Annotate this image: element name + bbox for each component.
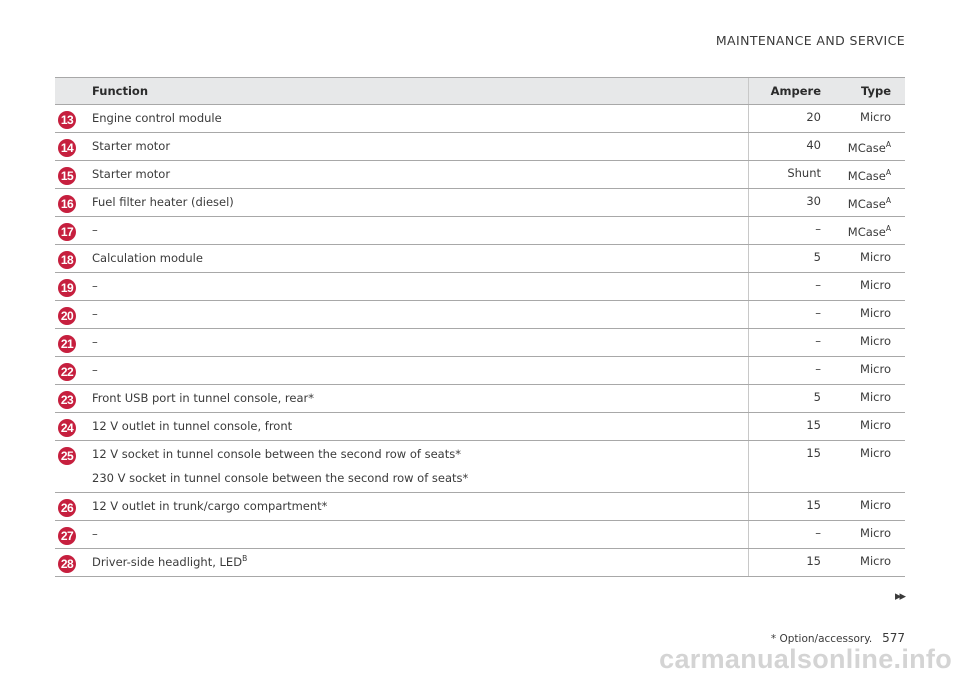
numbered-circle-icon: 14 (58, 139, 76, 157)
function-label: 12 V outlet in trunk/cargo compartment* (92, 499, 328, 513)
ampere-cell: 15 (749, 413, 830, 441)
function-label: Calculation module (92, 251, 203, 265)
ampere-cell: – (749, 273, 830, 301)
numbered-circle-icon: 16 (58, 195, 76, 213)
function-text (92, 194, 748, 210)
row-number-cell (55, 493, 89, 521)
header-number-cell (55, 78, 89, 105)
numbered-circle-icon: 28 (58, 555, 76, 573)
table-row (55, 413, 905, 441)
ampere-cell: – (749, 357, 830, 385)
function-label: – (92, 335, 98, 349)
numbered-circle-icon: 27 (58, 527, 76, 545)
function-label: 12 V socket in tunnel console between the second row of seats* (92, 447, 461, 461)
function-label: Starter motor (92, 139, 171, 153)
function-text (92, 250, 748, 266)
type-label: Micro (860, 362, 891, 376)
row-number-cell (55, 413, 89, 441)
function-cell (89, 133, 749, 161)
function-text (92, 526, 748, 542)
type-label: MCase (847, 225, 886, 239)
ampere-cell: 5 (749, 385, 830, 413)
ampere-cell: 30 (749, 189, 830, 217)
header-row (55, 78, 905, 105)
type-label: Micro (860, 110, 891, 124)
type-label: Micro (860, 250, 891, 264)
function-label: Front USB port in tunnel console, rear* (92, 391, 315, 405)
type-cell (829, 441, 905, 493)
table-row (55, 493, 905, 521)
type-cell (829, 189, 905, 217)
header-ampere: Ampere (749, 78, 830, 105)
numbered-circle-icon: 19 (58, 279, 76, 297)
type-cell (829, 245, 905, 273)
type-label: Micro (860, 526, 891, 540)
function-cell (89, 413, 749, 441)
type-label: Micro (860, 390, 891, 404)
function-label: – (92, 307, 98, 321)
type-cell (829, 385, 905, 413)
function-cell (89, 357, 749, 385)
function-cell (89, 245, 749, 273)
numbered-circle-icon: 20 (58, 307, 76, 325)
row-number-cell (55, 189, 89, 217)
type-label: MCase (847, 141, 886, 155)
numbered-circle-icon: 25 (58, 447, 76, 465)
table-row (55, 441, 905, 493)
ampere-cell: 40 (749, 133, 830, 161)
ampere-cell: – (749, 217, 830, 245)
numbered-circle-icon: 22 (58, 363, 76, 381)
double-chevron-right-icon: ▸▸ (894, 589, 904, 604)
table-row (55, 133, 905, 161)
type-cell (829, 329, 905, 357)
row-number-cell (55, 329, 89, 357)
table-row (55, 385, 905, 413)
type-cell (829, 161, 905, 189)
function-cell (89, 329, 749, 357)
function-text (92, 110, 748, 126)
type-cell (829, 217, 905, 245)
type-label: Micro (860, 498, 891, 512)
ampere-cell: – (749, 329, 830, 357)
ampere-cell: – (749, 521, 830, 549)
numbered-circle-icon: 23 (58, 391, 76, 409)
function-label: – (92, 363, 98, 377)
function-cell (89, 105, 749, 133)
table-row (55, 189, 905, 217)
numbered-circle-icon: 17 (58, 223, 76, 241)
numbered-circle-icon: 13 (58, 111, 76, 129)
function-label: – (92, 223, 98, 237)
fuse-table-header (55, 78, 905, 105)
function-text (92, 306, 748, 322)
table-row (55, 105, 905, 133)
ampere-cell: 15 (749, 493, 830, 521)
ampere-cell: Shunt (749, 161, 830, 189)
table-row (55, 161, 905, 189)
row-number-cell (55, 301, 89, 329)
function-text (92, 138, 748, 154)
function-footnote-marker: B (242, 554, 248, 564)
type-cell (829, 133, 905, 161)
type-label: Micro (860, 554, 891, 568)
row-number-cell (55, 217, 89, 245)
footer-note: * Option/accessory. (770, 633, 873, 645)
function-cell (89, 521, 749, 549)
type-cell (829, 273, 905, 301)
table-row (55, 245, 905, 273)
type-label: Micro (860, 418, 891, 432)
table-row (55, 217, 905, 245)
function-text (92, 446, 748, 462)
function-label: Engine control module (92, 111, 222, 125)
table-row (55, 357, 905, 385)
function-label: 230 V socket in tunnel console between the second row of seats* (92, 471, 469, 485)
numbered-circle-icon: 15 (58, 167, 76, 185)
table-row (55, 301, 905, 329)
fuse-table (55, 77, 905, 577)
type-cell (829, 301, 905, 329)
ampere-cell: 15 (749, 549, 830, 577)
table-row (55, 521, 905, 549)
function-text (92, 222, 748, 238)
function-cell (89, 493, 749, 521)
numbered-circle-icon: 18 (58, 251, 76, 269)
function-label: Fuel filter heater (diesel) (92, 195, 234, 209)
type-label: Micro (860, 446, 891, 460)
row-number-cell (55, 385, 89, 413)
function-label: Starter motor (92, 167, 171, 181)
type-cell (829, 105, 905, 133)
function-cell (89, 549, 749, 577)
function-cell (89, 217, 749, 245)
page-number: 577 (882, 631, 905, 645)
numbered-circle-icon: 24 (58, 419, 76, 437)
row-number-cell (55, 245, 89, 273)
row-number-cell (55, 521, 89, 549)
function-cell (89, 441, 749, 493)
function-text (92, 166, 748, 182)
row-number-cell (55, 105, 89, 133)
function-label: – (92, 279, 98, 293)
type-label: MCase (847, 169, 886, 183)
type-footnote-marker: A (885, 224, 891, 234)
numbered-circle-icon: 21 (58, 335, 76, 353)
function-text (92, 554, 748, 570)
type-footnote-marker: A (885, 168, 891, 178)
function-text (92, 418, 748, 434)
type-cell (829, 413, 905, 441)
table-row (55, 329, 905, 357)
ampere-cell: 20 (749, 105, 830, 133)
function-text (92, 498, 748, 514)
type-footnote-marker: A (885, 140, 891, 150)
function-cell (89, 385, 749, 413)
ampere-cell: – (749, 301, 830, 329)
ampere-cell: 5 (749, 245, 830, 273)
type-footnote-marker: A (885, 196, 891, 206)
row-number-cell (55, 273, 89, 301)
row-number-cell (55, 133, 89, 161)
row-number-cell (55, 161, 89, 189)
numbered-circle-icon: 26 (58, 499, 76, 517)
type-cell (829, 549, 905, 577)
function-label: Driver-side headlight, LED (92, 555, 243, 569)
type-cell (829, 357, 905, 385)
section-title: MAINTENANCE AND SERVICE (715, 33, 905, 48)
type-cell (829, 493, 905, 521)
table-row (55, 273, 905, 301)
function-text (92, 470, 748, 486)
type-label: Micro (860, 334, 891, 348)
function-text (92, 362, 748, 378)
ampere-cell: 15 (749, 441, 830, 493)
function-cell (89, 301, 749, 329)
watermark: carmanualsonline.info (659, 644, 952, 674)
type-label: MCase (847, 197, 886, 211)
function-cell (89, 189, 749, 217)
function-cell (89, 161, 749, 189)
row-number-cell (55, 549, 89, 577)
function-cell (89, 273, 749, 301)
type-cell (829, 521, 905, 549)
type-label: Micro (860, 278, 891, 292)
row-number-cell (55, 441, 89, 493)
fuse-table-body (55, 105, 905, 577)
function-text (92, 278, 748, 294)
function-label: 12 V outlet in tunnel console, front (92, 419, 293, 433)
table-row (55, 549, 905, 577)
header-function: Function (89, 78, 749, 105)
function-text (92, 334, 748, 350)
type-label: Micro (860, 306, 891, 320)
function-label: – (92, 527, 98, 541)
page-footer (771, 631, 905, 645)
row-number-cell (55, 357, 89, 385)
header-type: Type (829, 78, 905, 105)
function-text (92, 390, 748, 406)
